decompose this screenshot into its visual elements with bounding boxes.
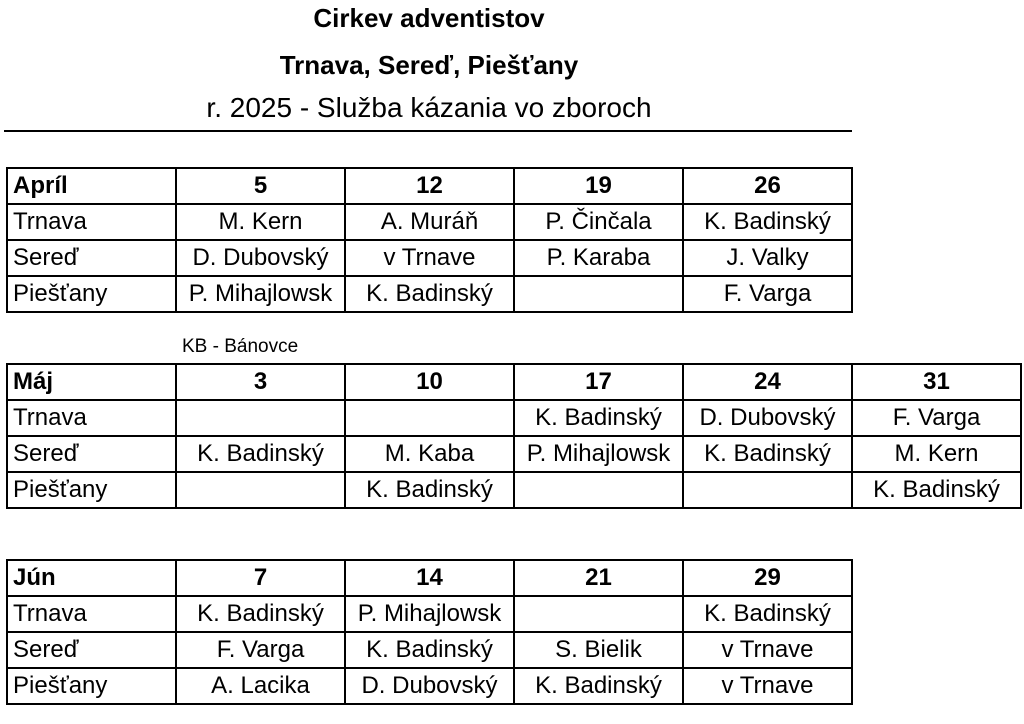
month-label: Apríl (7, 168, 176, 204)
date-cell: 14 (345, 560, 514, 596)
place-label: Trnava (7, 204, 176, 240)
preacher-cell: K. Badinský (683, 204, 852, 240)
table-row (7, 400, 1021, 436)
table-row (7, 276, 852, 312)
preacher-cell: K. Badinský (683, 436, 852, 472)
header-row (7, 560, 852, 596)
preacher-cell: A. Muráň (345, 204, 514, 240)
table-row (7, 472, 1021, 508)
date-cell: 26 (683, 168, 852, 204)
preacher-cell: v Trnave (683, 632, 852, 668)
date-cell: 10 (345, 364, 514, 400)
place-label: Piešťany (7, 276, 176, 312)
title-church: Cirkev adventistov (313, 3, 545, 33)
table-row (7, 632, 852, 668)
date-cell: 17 (514, 364, 683, 400)
subtitle-year: r. 2025 - Služba kázania vo zboroch (206, 92, 652, 123)
preacher-cell: K. Badinský (345, 632, 514, 668)
preacher-cell (176, 472, 345, 508)
title-towns: Trnava, Sereď, Piešťany (279, 50, 579, 80)
table-maj (6, 363, 1022, 509)
header-row (7, 168, 852, 204)
preacher-cell: K. Badinský (176, 596, 345, 632)
preacher-cell: A. Lacika (176, 668, 345, 704)
preacher-cell (514, 596, 683, 632)
header-row (7, 364, 1021, 400)
date-cell: 12 (345, 168, 514, 204)
table-row (7, 668, 852, 704)
preacher-cell: J. Valky (683, 240, 852, 276)
table-april (6, 167, 853, 313)
preacher-cell: F. Varga (176, 632, 345, 668)
place-label: Piešťany (7, 472, 176, 508)
preacher-cell: P. Činčala (514, 204, 683, 240)
table-jun (6, 559, 853, 705)
month-label: Jún (7, 560, 176, 596)
preacher-cell (345, 400, 514, 436)
table-row (7, 204, 852, 240)
preacher-cell: K. Badinský (683, 596, 852, 632)
preacher-cell: D. Dubovský (176, 240, 345, 276)
note-banovce: KB - Bánovce (182, 336, 299, 357)
month-label: Máj (7, 364, 176, 400)
preacher-cell: F. Varga (852, 400, 1021, 436)
date-cell: 21 (514, 560, 683, 596)
preacher-cell: K. Badinský (852, 472, 1021, 508)
date-cell: 7 (176, 560, 345, 596)
place-label: Sereď (7, 632, 176, 668)
preacher-cell (176, 400, 345, 436)
preacher-cell: K. Badinský (176, 436, 345, 472)
date-cell: 31 (852, 364, 1021, 400)
place-label: Piešťany (7, 668, 176, 704)
place-label: Trnava (7, 596, 176, 632)
preacher-cell: D. Dubovský (683, 400, 852, 436)
date-cell: 24 (683, 364, 852, 400)
preacher-cell: P. Mihajlowsk (176, 276, 345, 312)
preacher-cell: M. Kern (176, 204, 345, 240)
preacher-cell (683, 472, 852, 508)
preacher-cell: S. Bielik (514, 632, 683, 668)
place-label: Sereď (7, 436, 176, 472)
preacher-cell: K. Badinský (345, 472, 514, 508)
preacher-cell: K. Badinský (514, 668, 683, 704)
date-cell: 19 (514, 168, 683, 204)
preacher-cell: D. Dubovský (345, 668, 514, 704)
preacher-cell: F. Varga (683, 276, 852, 312)
preacher-cell: K. Badinský (345, 276, 514, 312)
date-cell: 29 (683, 560, 852, 596)
date-cell: 3 (176, 364, 345, 400)
preacher-cell: P. Mihajlowsk (514, 436, 683, 472)
preacher-cell: P. Karaba (514, 240, 683, 276)
table-row (7, 596, 852, 632)
preacher-cell: K. Badinský (514, 400, 683, 436)
place-label: Sereď (7, 240, 176, 276)
table-row (7, 240, 852, 276)
preacher-cell: M. Kaba (345, 436, 514, 472)
preacher-cell: v Trnave (345, 240, 514, 276)
preacher-cell (514, 472, 683, 508)
date-cell: 5 (176, 168, 345, 204)
preacher-cell: v Trnave (683, 668, 852, 704)
title-underline (4, 130, 852, 132)
table-row (7, 436, 1021, 472)
preacher-cell: P. Mihajlowsk (345, 596, 514, 632)
preacher-cell: M. Kern (852, 436, 1021, 472)
preacher-cell (514, 276, 683, 312)
place-label: Trnava (7, 400, 176, 436)
